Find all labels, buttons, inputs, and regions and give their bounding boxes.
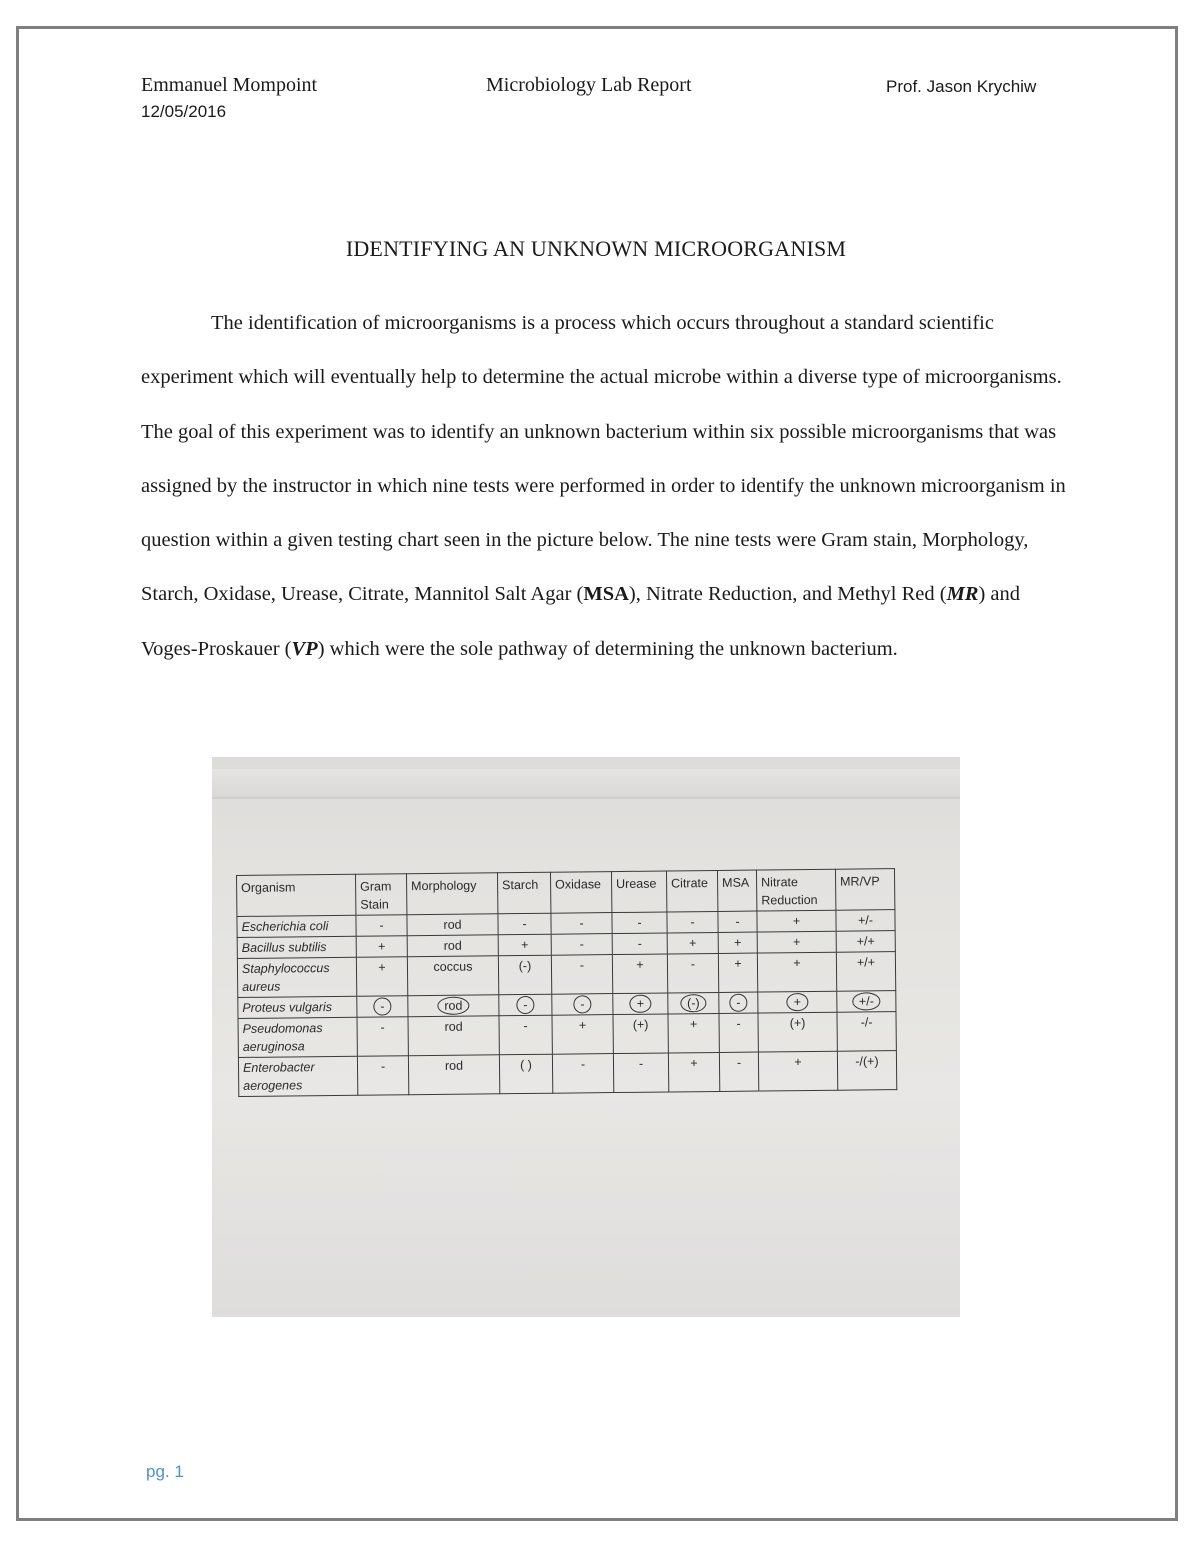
paper-crease bbox=[212, 797, 960, 799]
table-cell: coccus bbox=[407, 956, 498, 996]
table-row bbox=[238, 1012, 896, 1058]
circled-value: - bbox=[373, 997, 391, 1015]
table-cell: - bbox=[552, 1054, 613, 1094]
table-cell: + bbox=[552, 1015, 613, 1055]
table-cell: - bbox=[667, 911, 718, 933]
table-cell: - bbox=[667, 953, 718, 993]
table-cell: (-) bbox=[498, 955, 551, 995]
table-cell bbox=[552, 994, 613, 1016]
organism-cell: Bacillus subtilis bbox=[237, 936, 356, 958]
table-cell: rod bbox=[407, 935, 498, 957]
circled-value: - bbox=[729, 994, 747, 1012]
col-msa: MSA bbox=[717, 870, 756, 911]
table-cell: - bbox=[498, 913, 551, 935]
intro-paragraph bbox=[141, 296, 1071, 676]
abbr-vp: VP bbox=[291, 637, 318, 660]
table-cell: + bbox=[718, 953, 757, 992]
organism-cell: Staphylococcus aureus bbox=[237, 957, 356, 997]
table-cell: + bbox=[498, 934, 551, 956]
table-cell: +/- bbox=[836, 910, 895, 932]
table-row bbox=[238, 1051, 896, 1097]
col-urease: Urease bbox=[611, 871, 666, 913]
body-text-1: The identification of microorganisms is a process which occurs throughout a standard scientific experiment which will eventually help to determine the actual microbe within a diverse type of microorganisms. The goal of this experiment was to identify an unknown bacterium within six possible microorganisms that was assigned by the instructor in which nine tests were performed in order to identify the unknown microorganism in question within a given testing chart seen in the picture below. The nine tests were Gram stain, Morphology, Starch, Oxidase, Urease, Citrate, Mannitol Salt Agar ( bbox=[141, 312, 1066, 606]
table-cell bbox=[499, 994, 552, 1016]
col-gram-stain: Gram Stain bbox=[355, 874, 406, 916]
circled-value: + bbox=[787, 993, 808, 1011]
table-cell: + bbox=[612, 954, 667, 994]
table-cell: - bbox=[357, 1056, 408, 1096]
page-number: pg. 1 bbox=[146, 1462, 184, 1481]
table-header-row bbox=[237, 869, 895, 917]
circled-value: + bbox=[630, 995, 651, 1013]
table-cell bbox=[837, 991, 896, 1013]
table-cell bbox=[408, 995, 499, 1017]
table-cell: +/+ bbox=[836, 931, 895, 953]
table-cell bbox=[719, 992, 758, 1013]
table-cell: - bbox=[499, 1015, 552, 1055]
table-cell: + bbox=[667, 932, 718, 954]
table-cell bbox=[357, 996, 408, 1018]
col-citrate: Citrate bbox=[666, 870, 717, 912]
col-nitrate-reduction: Nitrate Reduction bbox=[756, 869, 835, 911]
table-cell: - bbox=[612, 933, 667, 955]
table-cell: + bbox=[718, 932, 757, 953]
table-cell: + bbox=[757, 910, 836, 932]
col-starch: Starch bbox=[497, 872, 550, 914]
table-cell bbox=[758, 991, 837, 1013]
organism-cell: Proteus vulgaris bbox=[238, 996, 357, 1018]
col-oxidase: Oxidase bbox=[550, 872, 611, 914]
table-cell: + bbox=[356, 957, 407, 997]
table-cell: - bbox=[551, 934, 612, 956]
table-cell: + bbox=[668, 1052, 719, 1092]
table-cell: +/+ bbox=[836, 952, 895, 992]
table-cell: - bbox=[718, 911, 757, 932]
table-cell: (+) bbox=[613, 1014, 668, 1054]
table-cell: - bbox=[719, 1052, 758, 1091]
circled-value: rod bbox=[437, 997, 469, 1015]
table-cell: -/- bbox=[837, 1012, 896, 1052]
table-cell: rod bbox=[407, 914, 498, 936]
circled-value: +/- bbox=[852, 992, 881, 1010]
table-cell: (+) bbox=[758, 1012, 837, 1052]
body-text-2: ), Nitrate Reduction, and Methyl Red ( bbox=[628, 583, 947, 606]
col-morphology: Morphology bbox=[406, 873, 497, 915]
table-cell: - bbox=[357, 1017, 408, 1057]
table-cell: -/(+) bbox=[837, 1051, 896, 1091]
professor-name: Prof. Jason Krychiw bbox=[886, 77, 1037, 96]
paper-fold bbox=[212, 769, 960, 799]
circled-value: (-) bbox=[680, 994, 707, 1012]
table-cell: rod bbox=[408, 1055, 499, 1095]
organism-cell: Pseudomonas aeruginosa bbox=[238, 1017, 357, 1057]
table-cell: rod bbox=[408, 1016, 499, 1056]
organism-cell: Enterobacter aerogenes bbox=[238, 1056, 357, 1096]
table-cell: - bbox=[551, 955, 612, 995]
author-name: Emmanuel Mompoint bbox=[141, 74, 318, 96]
table-cell bbox=[668, 992, 719, 1014]
table-cell: + bbox=[668, 1013, 719, 1053]
body-text-4: ) which were the sole pathway of determining the unknown bacterium. bbox=[317, 637, 898, 660]
table-cell: - bbox=[551, 913, 612, 935]
testing-chart-photo bbox=[212, 757, 960, 1317]
table-cell: - bbox=[719, 1013, 758, 1052]
testing-chart-table bbox=[236, 868, 897, 1097]
report-date: 12/05/2016 bbox=[141, 102, 227, 121]
col-mr-vp: MR/VP bbox=[835, 869, 894, 911]
organism-cell: Escherichia coli bbox=[237, 915, 356, 937]
circled-value: - bbox=[516, 996, 534, 1014]
table-cell: - bbox=[612, 912, 667, 934]
chart-sheet bbox=[236, 868, 897, 1097]
table-row bbox=[237, 952, 895, 998]
body-text-3: ) and Voges-Proskauer ( bbox=[141, 583, 1021, 660]
table-cell bbox=[613, 993, 668, 1015]
table-cell: ( ) bbox=[499, 1054, 552, 1094]
table-cell: + bbox=[757, 952, 836, 992]
abbr-msa: MSA bbox=[583, 583, 629, 606]
table-cell: + bbox=[356, 936, 407, 958]
table-cell: - bbox=[613, 1053, 668, 1093]
page-title: IDENTIFYING AN UNKNOWN MICROORGANISM bbox=[345, 236, 847, 261]
table-cell: + bbox=[758, 1051, 837, 1091]
table-cell: + bbox=[757, 931, 836, 953]
circled-value: - bbox=[573, 995, 591, 1013]
col-organism: Organism bbox=[237, 874, 356, 916]
table-cell: - bbox=[356, 915, 407, 937]
report-title: Microbiology Lab Report bbox=[486, 74, 692, 96]
abbr-mr: MR bbox=[946, 583, 979, 606]
